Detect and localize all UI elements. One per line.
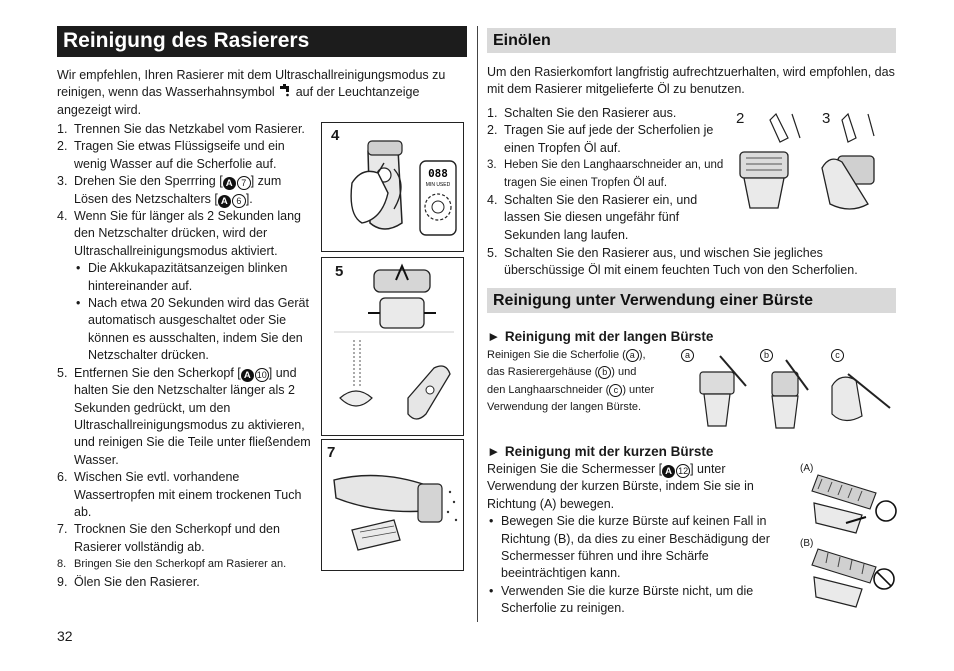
short-brush-figures <box>800 461 900 611</box>
head-removal-and-rinse-illustration <box>322 258 463 435</box>
long-brush-text: Reinigen Sie die Scherfolie ( a ), das Rasierergehäuse ( b ) und den Langhaarschneider ( c ) unter Verwendung der langen Bürste. <box>487 349 655 414</box>
ref-number-6: 6 <box>232 194 246 208</box>
fig-label-c: c <box>831 349 844 362</box>
short-brush-bullet-2: • Verwenden Sie die kurze Bürste nicht, um die Scherfolie zu reinigen. <box>487 583 785 618</box>
ref-letter-a: a <box>626 349 639 362</box>
intro-paragraph <box>57 67 469 119</box>
oil-step-4: 4. Schalten Sie den Rasierer ein, und lassen Sie diesen ungefähr fünf Sekunden lang laufen. <box>487 193 698 242</box>
oil-steps-1-4 <box>487 105 727 244</box>
figure-4-number: 4 <box>331 127 340 144</box>
oil-step-3: 3. Heben Sie den Langhaarschneider an, und tragen Sie einen Tropfen Öl auf. <box>487 159 724 189</box>
section-title-bar <box>57 26 467 57</box>
page-title: Reinigung des Rasierers <box>63 29 310 52</box>
step-4-bullet-1: • Die Akkukapazitätsanzeigen blinken hintereinander auf. <box>74 260 315 295</box>
display-label: MIN USED <box>425 182 451 188</box>
direction-label-a: (A) <box>800 463 814 474</box>
oil-step-1: 1. Schalten Sie den Rasierer aus. <box>487 106 677 120</box>
ref-badge-a: A <box>223 177 236 190</box>
intro-text-a: Wir empfehlen, Ihren Rasierer mit dem Ultraschallreinigungsmodus zu reinigen, wenn das Wasserhahnsymbol <box>57 68 446 100</box>
figure-4 <box>321 122 464 252</box>
direction-label-b: (B) <box>800 538 814 549</box>
ref-number-12: 12 <box>678 466 689 476</box>
faucet-icon <box>278 84 292 98</box>
step-9: 9. Ölen Sie den Rasierer. <box>57 574 200 589</box>
oil-step-5: 5. Schalten Sie den Rasierer aus, und wischen Sie jegliches überschüssige Öl mit einem feuchten Tuch von den Scherfolien. <box>487 246 858 278</box>
ref-letter-c: c <box>609 384 622 397</box>
oil-step-5-wrap <box>487 245 899 280</box>
cleaning-steps <box>57 121 315 591</box>
ok-circle-icon <box>876 501 896 521</box>
short-brush-illustration <box>800 461 900 611</box>
oil-step-2: 2. Tragen Sie auf jede der Scherfolien je einen Tropfen Öl auf. <box>487 123 714 155</box>
triangle-bullet-icon: ► <box>487 444 501 459</box>
ref-number-7: 7 <box>237 176 251 190</box>
brush-section-header <box>487 288 896 313</box>
ref-badge-a: A <box>218 195 231 208</box>
page-number: 32 <box>57 628 73 644</box>
ref-number-10: 10 <box>256 369 267 380</box>
oiling-illustration <box>730 108 898 220</box>
fig-label-b: b <box>760 349 773 362</box>
figure-5-number: 5 <box>335 263 344 280</box>
ref-letter-b: b <box>598 366 611 379</box>
drying-illustration <box>322 440 463 570</box>
step-7: 7. Trocknen Sie den Scherkopf und den Rasierer vollständig ab. <box>57 522 280 554</box>
prohibited-icon <box>874 569 894 589</box>
column-divider <box>477 26 478 622</box>
figure-7-number: 7 <box>327 444 336 461</box>
step-6: 6. Wischen Sie evtl. vorhandene Wassertropfen mit einem trockenen Tuch ab. <box>57 470 302 519</box>
brush-title: Reinigung unter Verwendung einer Bürste <box>493 292 814 309</box>
ref-badge-a: A <box>662 465 675 478</box>
oil-figure-2-number: 2 <box>736 110 745 127</box>
step-1: 1. Trennen Sie das Netzkabel vom Rasierer. <box>57 122 305 136</box>
figure-7 <box>321 439 464 571</box>
step-2: 2. Tragen Sie etwas Flüssigseife und ein wenig Wasser auf die Scherfolie auf. <box>57 139 285 171</box>
step-4: 4. Wenn Sie für länger als 2 Sekunden lang den Netzschalter drücken, wird der Ultraschallreinigungsmodus aktiviert. • Die Akkukapazitätsanzeigen blinken hintereinander auf. • Nach etwa 20 Sekunden wird das Gerät automatisch ausgeschaltet oder Sie können es ausschalten, indem Sie den Netzschalter drücken. <box>57 208 315 365</box>
long-brush-illustration <box>680 346 900 432</box>
oil-title: Einölen <box>493 32 551 49</box>
shaver-power-switch-illustration <box>322 123 463 251</box>
oil-section-header <box>487 28 896 53</box>
intro-text-b: auf der Leuchtanzeige angezeigt wird. <box>57 85 420 117</box>
triangle-bullet-icon: ► <box>487 329 501 344</box>
oil-figure-3-number: 3 <box>822 110 831 127</box>
long-brush-heading: ► Reinigung mit der langen Bürste <box>487 329 714 344</box>
step-5: 5. Entfernen Sie den Scherkopf [ A 10 ] und halten Sie den Netzschalter länger als 2 Sekunden gedrückt, um den Ultraschallreinigungsmodus zu aktivieren, und reinigen Sie die Teile unter fließendem Wasser. <box>57 365 311 467</box>
step-8: 8. Bringen Sie den Scherkopf am Rasierer an. <box>57 558 287 571</box>
step-4-bullet-2: • Nach etwa 20 Sekunden wird das Gerät automatisch ausgeschaltet oder Sie können es ausschalten, indem Sie den Netzschalter drücken. <box>74 295 315 365</box>
display-digits: 088 <box>428 167 448 180</box>
short-brush-heading: ► Reinigung mit der kurzen Bürste <box>487 444 714 459</box>
short-brush-bullet-1: • Bewegen Sie die kurze Bürste auf keinen Fall in Richtung (B), da dies zu einer Beschädigung der Schermesser führen und ihre Schärfe beeinträchtigen kann. <box>487 513 785 583</box>
figure-5 <box>321 257 464 436</box>
short-brush-text: Reinigen Sie die Schermesser [ A 12 ] unter Verwendung der kurzen Bürste, indem Sie sie in Richtung (A) bewegen. • Bewegen Sie die kurze Bürste auf keinen Fall in Richtung (B), da dies zu einer Beschädigung der Schermesser führen und ihre Schärfe beeinträchtigen kann. • Verwenden Sie die kurze Bürste nicht, um die Scherfolie zu reinigen. <box>487 461 785 618</box>
fig-label-a: a <box>681 349 694 362</box>
step-3: 3. Drehen Sie den Sperrring [ A 7 ] zum Lösen des Netzschalters [ A 6 ]. <box>57 174 282 207</box>
long-brush-figures <box>680 346 900 432</box>
oil-figures <box>730 108 898 220</box>
oil-intro: Um den Rasierkomfort langfristig aufrechtzuerhalten, wird empfohlen, das mit dem Rasierer mitgelieferte Öl zu benutzen. <box>487 65 895 97</box>
ref-badge-a: A <box>241 369 254 382</box>
